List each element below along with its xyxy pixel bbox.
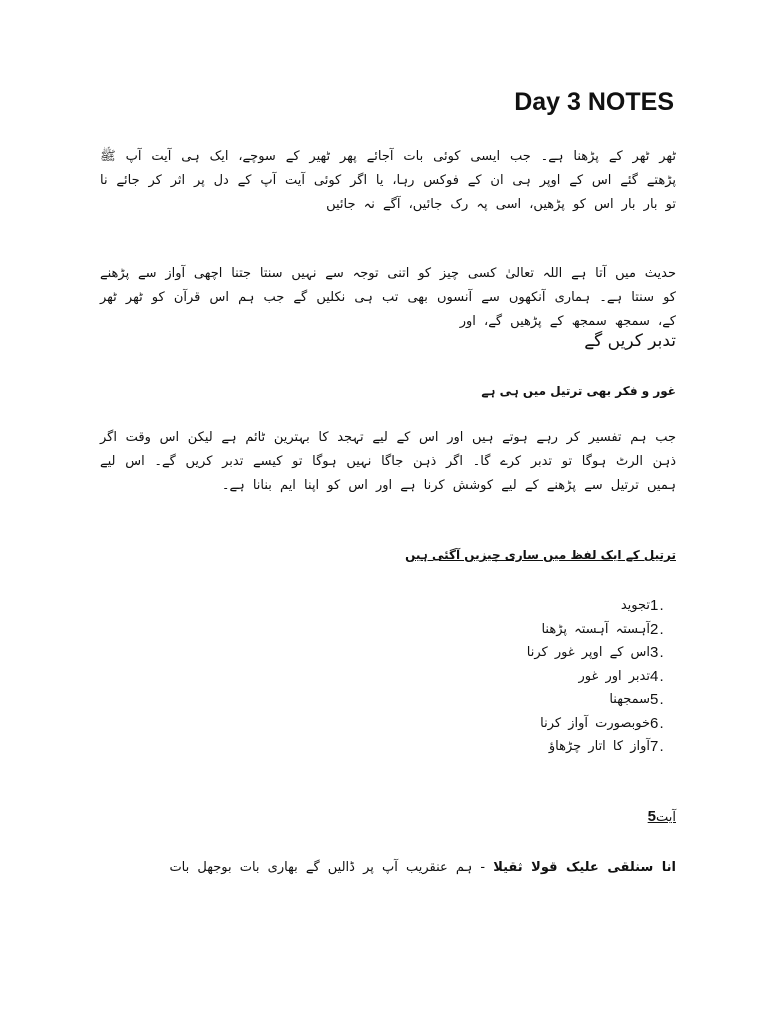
list-item	[521, 641, 676, 665]
list-number: 6.	[650, 714, 665, 732]
verse-translation: ہم عنقریب آپ پر ڈالیں گے بھاری بات بوجھل بات	[169, 860, 473, 875]
list-item-text: آواز کا اتار چڑھاؤ	[548, 739, 650, 755]
ayat-label: آیت	[656, 810, 676, 825]
list-item-text: تجوید	[620, 598, 650, 614]
list-number: 3.	[650, 644, 665, 662]
list-item-text: آہستہ آہستہ پڑھنا	[541, 621, 650, 637]
list-number: 2.	[650, 620, 665, 638]
paragraph-hadith: حدیث میں آتا ہے اللہ تعالیٰ کسی چیز کو اتنی توجہ سے نہیں سنتا جتنا اچھی آواز سے پڑھنے کو سنتا ہے۔ ہماری آنکھوں سے آنسوں بھی تب ہی نکلیں گے جب ہم اس قرآن کو ٹھر ٹھر کے، سمجھ سمجھ کے پڑھیں گے، اور	[100, 266, 676, 329]
list-number: 7.	[650, 738, 665, 756]
list-item	[521, 688, 676, 712]
paragraph-tafseer: جب ہم تفسیر کر رہے ہوتے ہیں اور اس کے لیے تہجد کا بہترین ٹائم ہے لیکن اس وقت اگر ذہن الرٹ ہوگا تو تدبر کرے گا۔ اگر ذہن جاگا نہیں ہوگا تو کیسے تدبر کریں گے۔ اس لیے ہمیں ترتیل سے پڑھنے کے لیے کوشش کرنا ہے اور اس کو اپنا ایم بنانا ہے۔	[100, 430, 676, 493]
verse-separator: -	[480, 860, 486, 875]
list-item	[521, 665, 676, 689]
verse-paragraph	[110, 855, 676, 881]
paragraph-hadith-ending: تدبر کریں گے	[584, 331, 676, 351]
list-number: 1.	[650, 597, 665, 615]
list-item-text: اس کے اوپر غور کرنا	[526, 645, 650, 661]
list-item	[521, 594, 676, 618]
page-title: Day 3 NOTES	[514, 88, 674, 116]
list-item-text: سمجھنا	[609, 692, 650, 708]
paragraph-tarteel-pause: ٹھر ٹھر کے پڑھنا ہے۔ جب ایسی کوئی بات آجائے پھر ٹھیر کے سوچے، ایک ہی آیت آپ ﷺ پڑھتے گئے اس کے اوپر ہی ان کے فوکس رہا، یا اگر کوئی آیت آپ کے دل پر اثر کر جائے نا تو بار بار اس کو پڑھیں، اسی پہ رک جائیں، آگے نہ جائیں	[100, 149, 676, 212]
heading-reflection: غور و فکر بھی ترتیل میں ہی ہے	[481, 384, 676, 398]
list-number: 5.	[650, 691, 665, 709]
list-item-text: خوبصورت آواز کرنا	[540, 715, 650, 731]
ayat-number: 5	[647, 808, 656, 825]
verse-arabic: انا سنلقی علیک قولا ثقیلا	[493, 860, 676, 875]
ayat-heading	[648, 808, 676, 825]
list-item	[521, 735, 676, 759]
list-item	[521, 712, 676, 736]
list-item-text: تدبر اور غور	[578, 668, 650, 684]
list-number: 4.	[650, 667, 665, 685]
list-item	[521, 618, 676, 642]
heading-tarteel-meaning: ترتیل کے ایک لفظ میں ساری چیزیں آگئی ہیں	[405, 548, 676, 562]
tarteel-points-list	[521, 594, 676, 759]
